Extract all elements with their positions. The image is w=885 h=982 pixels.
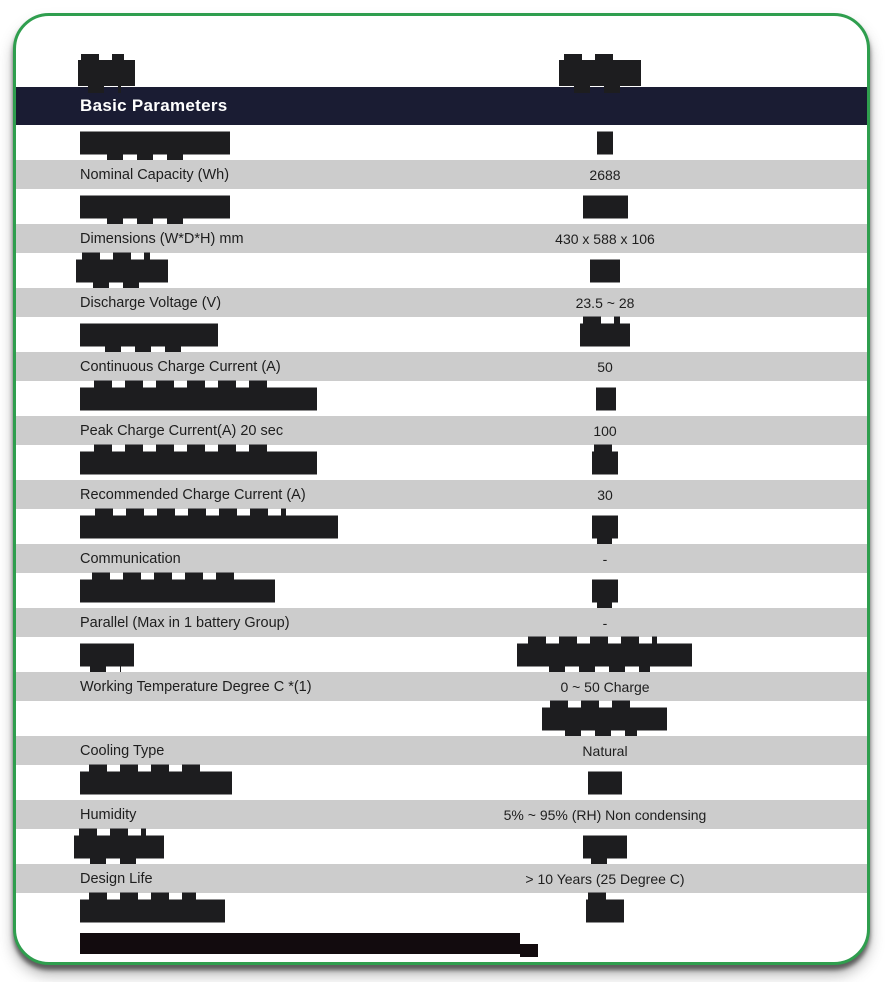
table-row (16, 672, 867, 701)
row-value: - (602, 614, 608, 631)
row-label: Humidity (80, 806, 137, 823)
redaction-bar (542, 707, 667, 730)
row-value: 0 ~ 50 Charge (560, 678, 650, 695)
redaction-bar-model-value (559, 60, 641, 86)
table-row (16, 544, 867, 573)
table-row (16, 288, 867, 317)
row-label: Dimensions (W*D*H) mm (80, 230, 244, 247)
redaction-bar (580, 323, 630, 346)
section-header (16, 87, 867, 125)
redaction-bar (74, 835, 164, 858)
redaction-bar (80, 899, 225, 922)
row-value: 5% ~ 95% (RH) Non condensing (503, 806, 707, 823)
redaction-bar (80, 451, 317, 474)
row-label: Working Temperature Degree C *(1) (80, 678, 312, 695)
model-row (16, 16, 867, 87)
table-row (16, 224, 867, 253)
table-row-redacted (16, 573, 867, 608)
redaction-bar (583, 195, 628, 218)
redaction-bar (596, 387, 616, 410)
redaction-bar (80, 643, 134, 666)
redaction-bar (76, 259, 168, 282)
redaction-bar-footnote (80, 933, 520, 954)
table-row (16, 416, 867, 445)
redaction-bar (80, 131, 230, 154)
redaction-bar (592, 515, 618, 538)
row-value: Natural (582, 742, 628, 759)
redaction-bar (80, 323, 218, 346)
redaction-bar (590, 259, 620, 282)
footnote-row (16, 928, 867, 965)
row-value: 30 (597, 486, 613, 503)
row-value: 50 (597, 358, 613, 375)
row-value: 2688 (589, 166, 621, 183)
redaction-bar (583, 835, 627, 858)
redaction-bar (80, 771, 232, 794)
redaction-bar-model-label (78, 60, 135, 86)
table-row-redacted (16, 381, 867, 416)
table-row (16, 608, 867, 637)
redaction-bar (592, 451, 618, 474)
row-value: 100 (593, 422, 617, 439)
row-value: > 10 Years (25 Degree C) (525, 870, 685, 887)
redaction-bar (597, 131, 613, 154)
redaction-bar (80, 387, 317, 410)
table-row-redacted (16, 701, 867, 736)
row-value: - (602, 550, 608, 567)
table-row-redacted (16, 253, 867, 288)
row-value: 430 x 588 x 106 (555, 230, 655, 247)
redaction-bar (80, 579, 275, 602)
redaction-bar (80, 515, 338, 538)
section-title: Basic Parameters (80, 96, 228, 115)
table-row-redacted (16, 509, 867, 544)
row-value: 23.5 ~ 28 (575, 294, 635, 311)
table-row-redacted (16, 765, 867, 800)
row-label: Discharge Voltage (V) (80, 294, 222, 311)
redaction-bar (588, 771, 622, 794)
row-label: Design Life (80, 870, 153, 887)
row-label: Recommended Charge Current (A) (80, 486, 306, 503)
table-row (16, 864, 867, 893)
table-row-redacted (16, 317, 867, 352)
redaction-bar (592, 579, 618, 602)
table-row-redacted (16, 125, 867, 160)
table-row-redacted (16, 829, 867, 864)
table-row-redacted (16, 637, 867, 672)
table-row-redacted (16, 189, 867, 224)
table-row (16, 736, 867, 765)
row-label: Parallel (Max in 1 battery Group) (80, 614, 290, 631)
table-row (16, 160, 867, 189)
table-row-redacted (16, 893, 867, 928)
row-label: Communication (80, 550, 181, 567)
row-label: Cooling Type (80, 742, 165, 759)
table-row (16, 480, 867, 509)
row-label: Continuous Charge Current (A) (80, 358, 281, 375)
table-row (16, 800, 867, 829)
row-label: Nominal Capacity (Wh) (80, 166, 230, 183)
row-label: Peak Charge Current(A) 20 sec (80, 422, 284, 439)
table-row-redacted (16, 445, 867, 480)
redaction-bar (80, 195, 230, 218)
redaction-bar (517, 643, 692, 666)
redaction-bar (586, 899, 624, 922)
table-row (16, 352, 867, 381)
spec-sheet-card (13, 13, 870, 965)
